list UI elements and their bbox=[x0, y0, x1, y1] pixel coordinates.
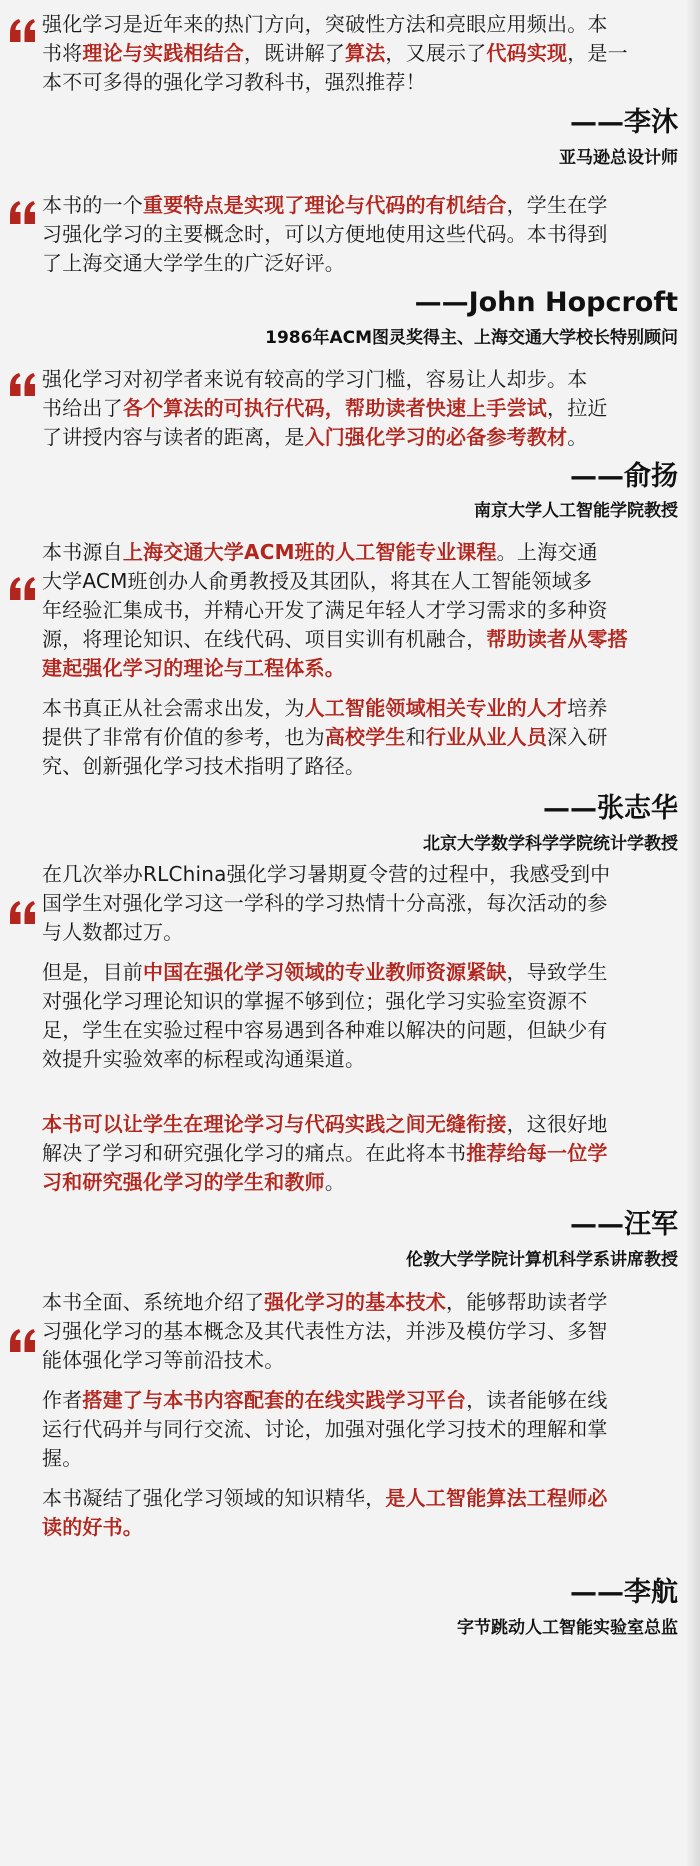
paragraph-line bbox=[42, 860, 678, 889]
highlighted-text: 算法 bbox=[345, 41, 386, 65]
paragraph-line bbox=[42, 423, 678, 452]
body-text: 与人数都过万。 bbox=[42, 920, 184, 944]
highlighted-text: 入门强化学习的必备参考教材 bbox=[304, 425, 568, 449]
paragraph-line bbox=[42, 1110, 678, 1139]
paragraph-line bbox=[42, 1444, 678, 1473]
paragraph-line bbox=[42, 191, 678, 220]
highlighted-text: 习和研究强化学习的学生和教师 bbox=[42, 1170, 325, 1194]
body-text: 作者 bbox=[42, 1388, 83, 1412]
author-affiliation: 伦敦大学学院计算机科学系讲席教授 bbox=[406, 1250, 678, 1270]
body-text: 究、创新强化学习技术指明了路径。 bbox=[42, 754, 366, 778]
paragraph-line bbox=[42, 394, 678, 423]
body-text: 了讲授内容与读者的距离，是 bbox=[42, 425, 305, 449]
paragraph-line bbox=[42, 1016, 678, 1045]
body-text: 了上海交通大学学生的广泛好评。 bbox=[42, 251, 345, 275]
testimonial-paragraph bbox=[42, 365, 678, 452]
highlighted-text: 中国在强化学习领域的专业教师资源紧缺 bbox=[143, 960, 507, 984]
body-text: 源，将理论知识、在线代码、项目实训有机融合， bbox=[42, 627, 487, 651]
body-text: ，既讲解了 bbox=[244, 41, 346, 65]
highlighted-text: 高校学生 bbox=[324, 725, 406, 749]
highlighted-text: 建起强化学习的理论与工程体系。 bbox=[42, 656, 345, 680]
testimonial-paragraph bbox=[42, 10, 678, 97]
highlighted-text: 本书可以让学生在理论学习与代码实践之间无缝衔接 bbox=[42, 1112, 507, 1136]
body-text: 。上海交通 bbox=[496, 540, 598, 564]
body-text: ，学生在学 bbox=[506, 193, 608, 217]
body-text: 年经验汇集成书，并精心开发了满足年轻人才学习需求的多种资 bbox=[42, 598, 608, 622]
body-text: 本书真正从社会需求出发，为 bbox=[42, 696, 305, 720]
body-text: 能体强化学习等前沿技术。 bbox=[42, 1348, 285, 1372]
body-text: 习强化学习的主要概念时，可以方便地使用这些代码。本书得到 bbox=[42, 222, 608, 246]
paragraph-line bbox=[42, 1139, 678, 1168]
author-affiliation: 北京大学数学科学学院统计学教授 bbox=[423, 834, 678, 854]
author-name: ——俞扬 bbox=[570, 461, 678, 492]
paragraph-line bbox=[42, 1168, 678, 1197]
body-text: ，这很好地 bbox=[506, 1112, 608, 1136]
paragraph-line bbox=[42, 694, 678, 723]
testimonial-paragraph bbox=[42, 191, 678, 278]
body-text: 本书的一个 bbox=[42, 193, 143, 217]
author-affiliation: 字节跳动人工智能实验室总监 bbox=[457, 1618, 678, 1638]
body-text: 在几次举办RLChina强化学习暑期夏令营的过程中，我感受到中 bbox=[42, 862, 611, 886]
paragraph-line bbox=[42, 596, 678, 625]
testimonial-paragraph bbox=[42, 958, 678, 1074]
body-text: 本书全面、系统地介绍了 bbox=[42, 1290, 265, 1314]
highlighted-text: 强化学习的基本技术 bbox=[264, 1290, 447, 1314]
paragraph-line bbox=[42, 1415, 678, 1444]
body-text: 深入研 bbox=[547, 725, 608, 749]
body-text: ，读者能够在线 bbox=[466, 1388, 608, 1412]
body-text: 。 bbox=[567, 425, 588, 449]
open-double-quote-icon bbox=[8, 372, 38, 398]
body-text: 本不可多得的强化学习教科书，强烈推荐！ bbox=[42, 70, 426, 94]
body-text: 培养 bbox=[567, 696, 608, 720]
page-edge-shadow bbox=[686, 0, 700, 1866]
body-text: 国学生对强化学习这一学科的学习热情十分高涨，每次活动的参 bbox=[42, 891, 608, 915]
author-name: ——李航 bbox=[570, 1577, 678, 1608]
author-name: ——张志华 bbox=[543, 793, 678, 824]
body-text: 本书凝结了强化学习领域的知识精华， bbox=[42, 1486, 386, 1510]
body-text: ，导致学生 bbox=[506, 960, 608, 984]
body-text: ，能够帮助读者学 bbox=[446, 1290, 608, 1314]
body-text: 书给出了 bbox=[42, 396, 123, 420]
paragraph-line bbox=[42, 625, 678, 654]
paragraph-line bbox=[42, 752, 678, 781]
body-text: 效提升实验效率的标程或沟通渠道。 bbox=[42, 1047, 366, 1071]
body-text: 大学ACM班创办人俞勇教授及其团队，将其在人工智能领域多 bbox=[42, 569, 593, 593]
testimonial-paragraph bbox=[42, 1484, 678, 1542]
author-name: ——汪军 bbox=[570, 1209, 678, 1240]
open-double-quote-icon bbox=[8, 1328, 38, 1354]
author-name: ——John Hopcroft bbox=[414, 287, 678, 318]
body-text: 但是，目前 bbox=[42, 960, 143, 984]
highlighted-text: 是人工智能算法工程师必 bbox=[385, 1486, 608, 1510]
author-affiliation: 亚马逊总设计师 bbox=[559, 148, 678, 168]
body-text: 书将 bbox=[42, 41, 83, 65]
open-double-quote-icon bbox=[8, 900, 38, 926]
paragraph-line bbox=[42, 1513, 678, 1542]
paragraph-line bbox=[42, 958, 678, 987]
open-double-quote-icon bbox=[8, 18, 38, 44]
paragraph-line bbox=[42, 365, 678, 394]
highlighted-text: 读的好书。 bbox=[42, 1515, 143, 1539]
body-text: 运行代码并与同行交流、讨论，加强对强化学习技术的理解和掌 bbox=[42, 1417, 608, 1441]
open-double-quote-icon bbox=[8, 200, 38, 226]
author-affiliation: 南京大学人工智能学院教授 bbox=[474, 501, 678, 521]
body-text: 习强化学习的基本概念及其代表性方法，并涉及模仿学习、多智 bbox=[42, 1319, 608, 1343]
highlighted-text: 帮助读者从零搭 bbox=[486, 627, 628, 651]
paragraph-line bbox=[42, 567, 678, 596]
body-text: 提供了非常有价值的参考，也为 bbox=[42, 725, 325, 749]
testimonial-paragraph bbox=[42, 538, 678, 683]
body-text: 和 bbox=[405, 725, 426, 749]
testimonial-paragraph bbox=[42, 1386, 678, 1473]
body-text: 强化学习是近年来的热门方向，突破性方法和亮眼应用频出。本 bbox=[42, 12, 608, 36]
paragraph-line bbox=[42, 39, 678, 68]
highlighted-text: 推荐给每一位学 bbox=[466, 1141, 608, 1165]
testimonial-paragraph bbox=[42, 1110, 678, 1197]
paragraph-line bbox=[42, 723, 678, 752]
testimonial-paragraph bbox=[42, 1288, 678, 1375]
paragraph-line bbox=[42, 1317, 678, 1346]
body-text: 对强化学习理论知识的掌握不够到位；强化学习实验室资源不 bbox=[42, 989, 588, 1013]
open-double-quote-icon bbox=[8, 576, 38, 602]
highlighted-text: 重要特点是实现了理论与代码的有机结合 bbox=[143, 193, 507, 217]
testimonial-paragraph bbox=[42, 694, 678, 781]
paragraph-line bbox=[42, 889, 678, 918]
highlighted-text: 行业从业人员 bbox=[425, 725, 548, 749]
highlighted-text: 人工智能领域相关专业的人才 bbox=[304, 696, 568, 720]
body-text: 握。 bbox=[42, 1446, 83, 1470]
body-text: ，是一 bbox=[567, 41, 628, 65]
body-text: 本书源自 bbox=[42, 540, 123, 564]
body-text: 解决了学习和研究强化学习的痛点。在此将本书 bbox=[42, 1141, 467, 1165]
highlighted-text: 代码实现 bbox=[486, 41, 568, 65]
body-text: 足，学生在实验过程中容易遇到各种难以解决的问题，但缺少有 bbox=[42, 1018, 608, 1042]
paragraph-line bbox=[42, 1045, 678, 1074]
paragraph-line bbox=[42, 1386, 678, 1415]
highlighted-text: 上海交通大学ACM班的人工智能专业课程 bbox=[122, 540, 497, 564]
highlighted-text: 搭建了与本书内容配套的在线实践学习平台 bbox=[82, 1388, 467, 1412]
paragraph-line bbox=[42, 1346, 678, 1375]
paragraph-line bbox=[42, 654, 678, 683]
highlighted-text: 各个算法的可执行代码，帮助读者快速上手尝试 bbox=[122, 396, 548, 420]
body-text: ，拉近 bbox=[547, 396, 608, 420]
author-name: ——李沐 bbox=[570, 107, 678, 138]
body-text: 强化学习对初学者来说有较高的学习门槛，容易让人却步。本 bbox=[42, 367, 588, 391]
paragraph-line bbox=[42, 249, 678, 278]
paragraph-line bbox=[42, 1288, 678, 1317]
paragraph-line bbox=[42, 918, 678, 947]
paragraph-line bbox=[42, 538, 678, 567]
testimonial-paragraph bbox=[42, 860, 678, 947]
paragraph-line bbox=[42, 10, 678, 39]
paragraph-line bbox=[42, 987, 678, 1016]
paragraph-line bbox=[42, 1484, 678, 1513]
paragraph-line bbox=[42, 68, 678, 97]
body-text: ，又展示了 bbox=[385, 41, 487, 65]
paragraph-line bbox=[42, 220, 678, 249]
body-text: 。 bbox=[324, 1170, 346, 1194]
highlighted-text: 理论与实践相结合 bbox=[82, 41, 245, 65]
author-affiliation: 1986年ACM图灵奖得主、上海交通大学校长特别顾问 bbox=[265, 328, 678, 348]
